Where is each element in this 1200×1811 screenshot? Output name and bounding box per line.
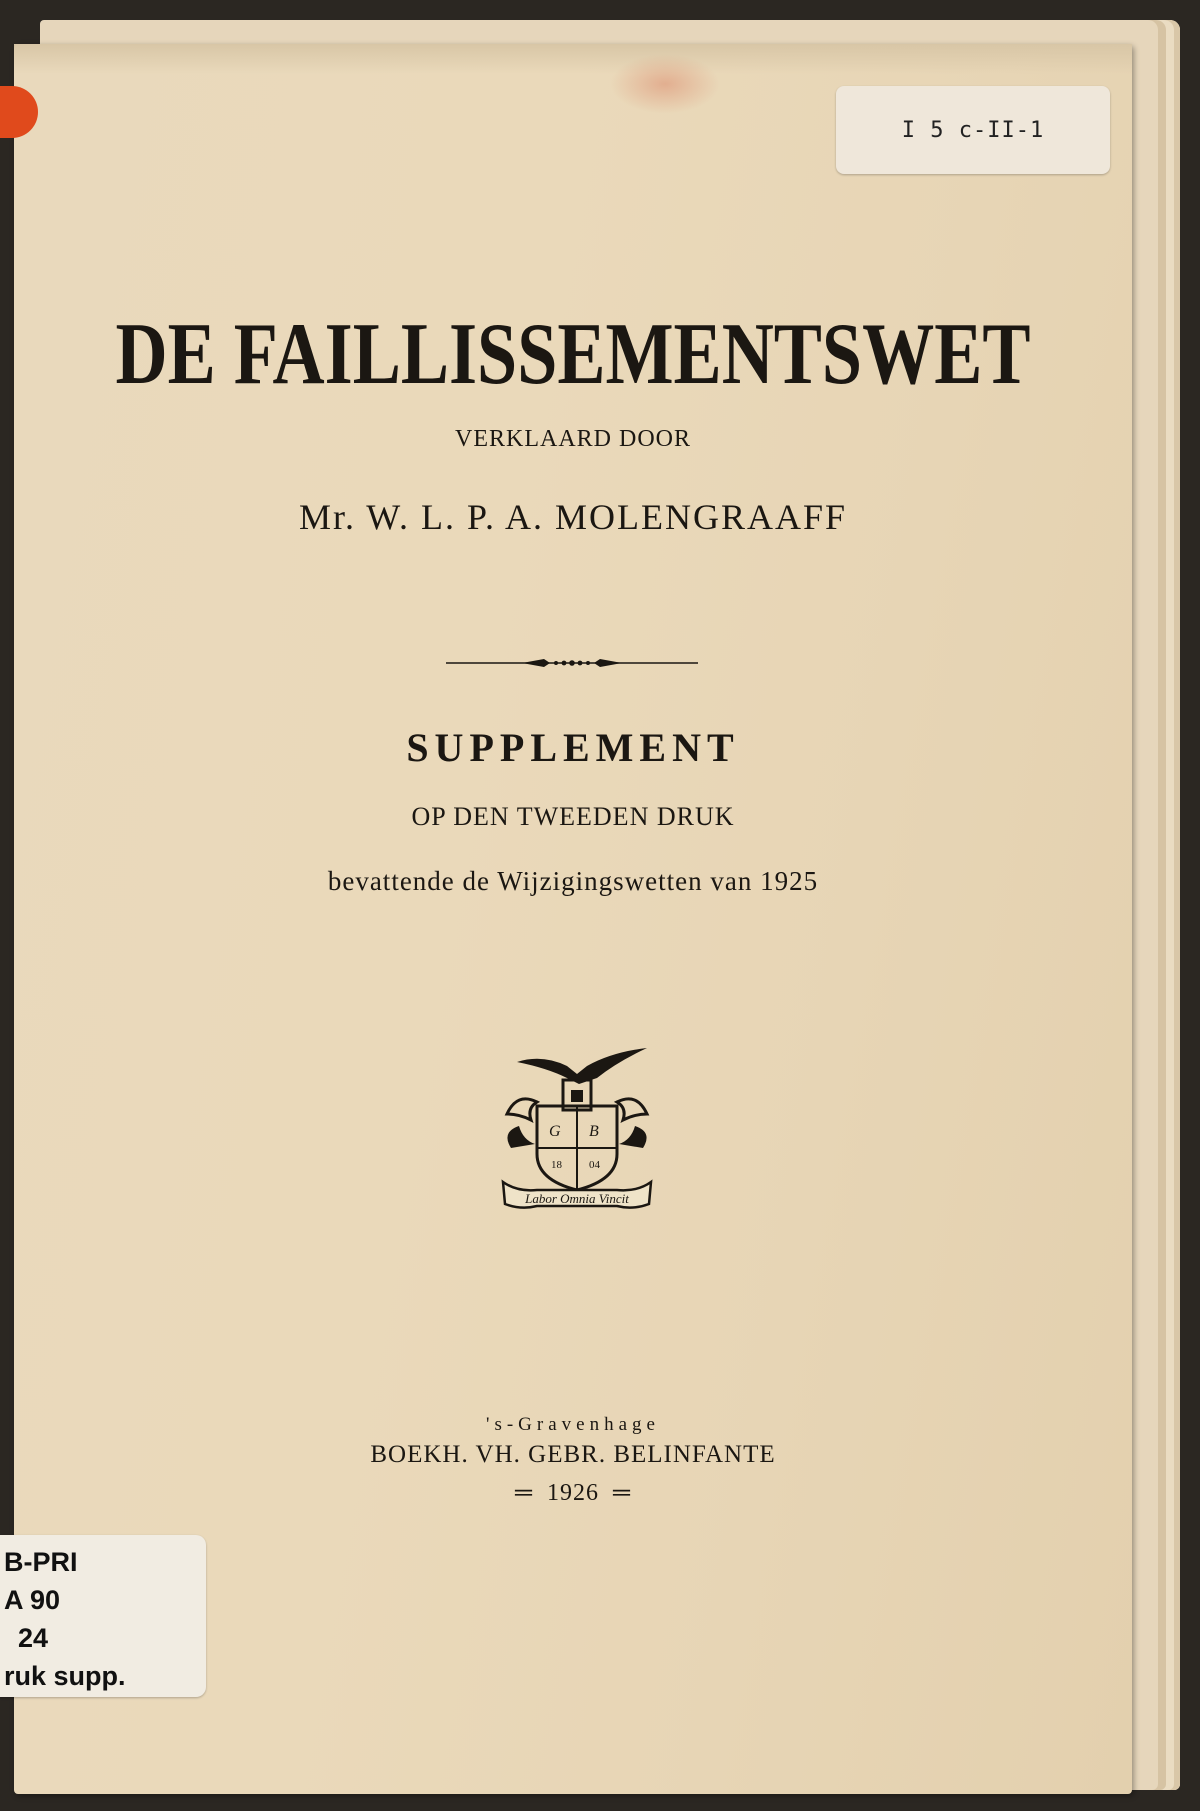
book-title: DE FAILLISSEMENTSWET [115,306,1031,403]
double-dash-icon: ═ [613,1480,632,1506]
double-dash-icon: ═ [514,1480,533,1506]
ornament-rule-icon [446,656,698,670]
label-line-3: 24 [18,1623,49,1653]
library-call-number-label [0,1535,206,1697]
publisher-emblem-icon [497,1044,657,1214]
label-line-4: ruk supp. [4,1661,126,1691]
publication-city: 's-Gravenhage [486,1414,660,1435]
label-line-2: A 90 [4,1585,61,1615]
publication-year: 1926 [547,1480,599,1506]
svg-text:B: B [589,1123,599,1140]
emblem-motto: Labor Omnia Vincit [525,1191,629,1206]
author-name: Mr. W. L. P. A. MOLENGRAAFF [298,497,848,537]
shelfmark-text: I 5 c-II-1 [901,117,1045,143]
edition-line: OP DEN TWEEDEN DRUK [411,802,735,831]
title-page-content [4,44,1132,1794]
explained-by-line: VERKLAARD DOOR [455,426,691,452]
contents-line: bevattende de Wijzigingswetten van 1925 [327,866,819,896]
svg-text:04: 04 [589,1159,600,1171]
publication-year-line [14,1480,1132,1507]
label-line-1: B-PRI [4,1547,78,1577]
svg-text:G: G [549,1123,561,1140]
svg-text:18: 18 [551,1159,562,1171]
publisher-name: BOEKH. VH. GEBR. BELINFANTE [370,1441,776,1468]
supplement-heading: SUPPLEMENT [406,725,740,770]
